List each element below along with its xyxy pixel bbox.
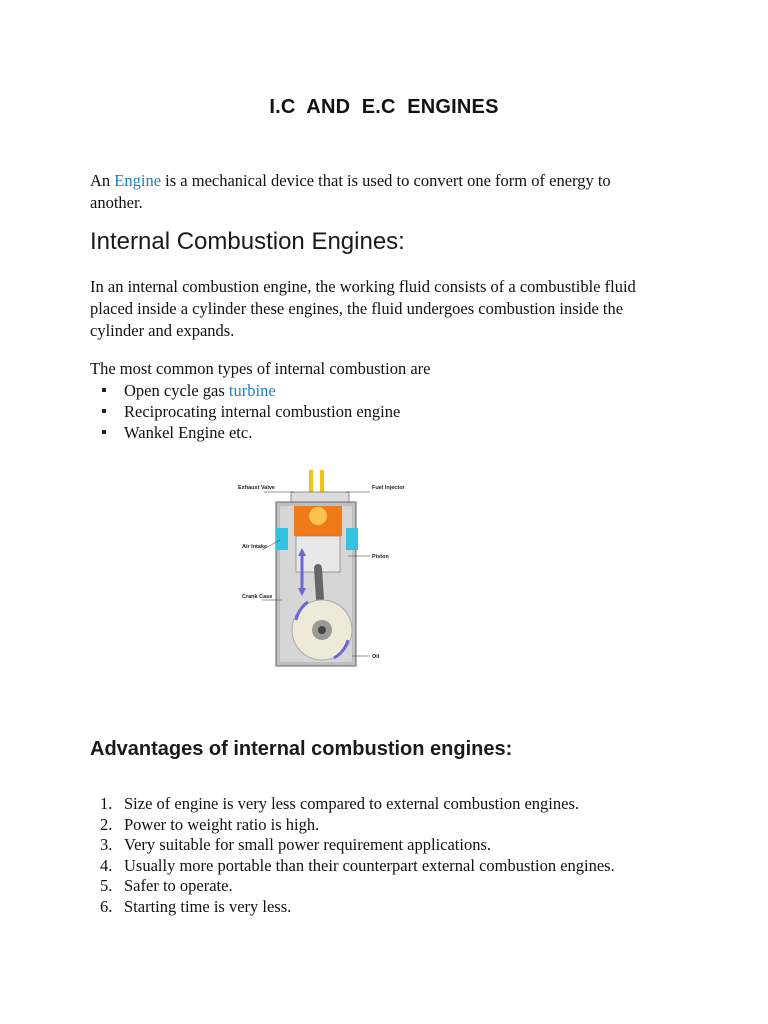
engine-link[interactable]: Engine bbox=[114, 171, 162, 190]
label-fuel-injector: Fuel Injector bbox=[372, 485, 405, 491]
document-title: I.C AND E.C ENGINES bbox=[269, 96, 499, 118]
label-oil: Oil bbox=[372, 654, 380, 660]
types-intro: The most common types of internal combustion are bbox=[90, 359, 431, 378]
bullet-icon bbox=[102, 409, 106, 413]
list-item-text: Starting time is very less. bbox=[124, 896, 292, 916]
section-heading-internal-combustion: Internal Combustion Engines: bbox=[90, 228, 405, 255]
list-number: 2. bbox=[100, 814, 113, 834]
bullet-icon bbox=[102, 430, 106, 434]
list-item bbox=[100, 835, 615, 856]
bullet-icon bbox=[102, 388, 106, 392]
list-item bbox=[100, 876, 615, 897]
list-number: 1. bbox=[100, 794, 113, 813]
list-item bbox=[100, 794, 615, 815]
list-item bbox=[100, 856, 615, 877]
list-item bbox=[98, 380, 400, 401]
list-number: 3. bbox=[100, 835, 113, 855]
section-heading-advantages: Advantages of internal combustion engines: bbox=[90, 738, 513, 760]
list-number: 4. bbox=[100, 855, 113, 875]
list-item bbox=[100, 815, 615, 836]
list-item bbox=[98, 422, 400, 443]
intro-paragraph bbox=[90, 170, 690, 214]
list-number: 6. bbox=[100, 896, 113, 916]
list-item-text: Open cycle gas bbox=[124, 381, 229, 400]
list-item-text: Safer to operate. bbox=[124, 876, 233, 896]
intro-rest: is a mechanical device that is used to convert one form of energy to bbox=[161, 171, 611, 190]
intro-prefix: An bbox=[90, 171, 115, 190]
list-item-text: Very suitable for small power requirement applications. bbox=[124, 835, 492, 855]
engine-diagram bbox=[236, 470, 405, 670]
advantages-list bbox=[100, 794, 615, 918]
air-intake-port bbox=[276, 528, 288, 550]
list-item-text: Reciprocating internal combustion engine bbox=[124, 402, 401, 421]
exhaust-port bbox=[346, 528, 358, 550]
cylinder-head bbox=[291, 492, 349, 502]
paragraph-line: placed inside a cylinder these engines, the fluid undergoes combustion inside the bbox=[90, 299, 624, 318]
list-item-text: Wankel Engine etc. bbox=[124, 423, 253, 442]
flame-burst bbox=[309, 507, 327, 525]
label-piston: Piston bbox=[372, 554, 389, 560]
paragraph-line: In an internal combustion engine, the working fluid consists of a combustible fluid bbox=[90, 277, 636, 296]
list-item bbox=[98, 401, 400, 422]
crankshaft-center bbox=[318, 626, 326, 634]
label-crank-case: Crank Case bbox=[242, 594, 273, 600]
label-exhaust-valve: Exhaust Valve bbox=[238, 485, 275, 491]
list-item-text: Power to weight ratio is high. bbox=[124, 814, 320, 834]
types-list bbox=[98, 380, 400, 443]
list-item bbox=[100, 897, 615, 918]
list-item-text: Usually more portable than their counterpart external combustion engines. bbox=[124, 855, 615, 875]
intro-line2: another. bbox=[90, 193, 143, 212]
list-number: 5. bbox=[100, 876, 113, 896]
label-air-intake: Air Intake bbox=[242, 544, 268, 550]
turbine-link[interactable]: turbine bbox=[228, 381, 276, 400]
section1-paragraph bbox=[90, 276, 690, 342]
list-item-text: Size of engine is very less compared to external combustion engines. bbox=[124, 794, 579, 813]
paragraph-line: cylinder and expands. bbox=[90, 321, 235, 340]
